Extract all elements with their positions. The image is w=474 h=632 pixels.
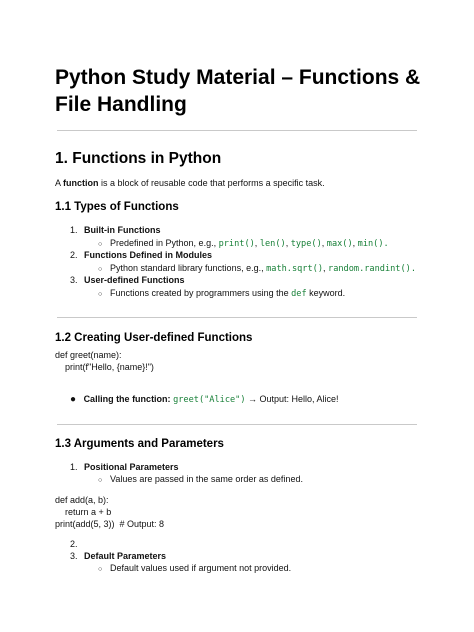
inline-code: min() [357, 239, 384, 249]
list-item [70, 250, 212, 260]
bullet-text: → Output: Hello, Alice! [245, 394, 339, 404]
list-number: 3. [70, 275, 78, 285]
hollow-bullet-icon: ○ [98, 266, 103, 273]
code-line: print(f"Hello, {name}!") [55, 362, 154, 372]
separator: , [254, 238, 260, 248]
hollow-bullet-icon: ○ [98, 566, 103, 573]
list-item-label: Built-in Functions [84, 225, 161, 235]
list-item [70, 539, 84, 549]
inline-code: def [291, 289, 307, 299]
list-subitem [98, 263, 416, 274]
intro-paragraph [55, 178, 325, 188]
separator: , [352, 238, 358, 248]
divider [57, 130, 417, 131]
subitem-text: Python standard library functions, e.g., [110, 263, 267, 273]
divider [57, 424, 417, 425]
list-number: 3. [70, 551, 78, 561]
list-item-label: Positional Parameters [84, 462, 179, 472]
list-subitem [98, 288, 345, 299]
code-line: print(add(5, 3)) # Output: 8 [55, 519, 165, 529]
list-number: 2. [70, 250, 78, 260]
code-line: return a + b [55, 507, 112, 517]
period: . [383, 239, 389, 249]
subitem-text: keyword. [306, 288, 346, 298]
hollow-bullet-icon: ○ [98, 291, 103, 298]
list-item [70, 225, 161, 235]
list-item-label: Default Parameters [84, 551, 167, 561]
page-title: Python Study Material – Functions & File Handling [55, 66, 421, 116]
list-number: 2. [70, 539, 78, 549]
subitem-text: Values are passed in the same order as defined. [110, 474, 303, 484]
list-number: 1. [70, 462, 78, 472]
subitem-text: Predefined in Python, e.g., [110, 238, 219, 248]
inline-code: print() [218, 239, 255, 249]
inline-code: type() [290, 239, 322, 249]
section-heading-functions: 1. Functions in Python [55, 150, 222, 167]
inline-code: len() [259, 239, 286, 249]
separator: , [323, 263, 329, 273]
intro-text-end: is a block of reusable code that performs a specific task. [98, 178, 325, 188]
divider [57, 317, 417, 318]
bullet-icon: ● [70, 394, 77, 405]
list-subitem [98, 563, 291, 573]
intro-text-start: A [55, 178, 64, 188]
bullet-item [70, 394, 339, 405]
subitem-text: Default values used if argument not provided. [110, 563, 292, 573]
inline-code: random.randint() [328, 264, 411, 274]
subheading-creating: 1.2 Creating User-defined Functions [55, 332, 253, 344]
intro-bold-term: function [63, 178, 99, 188]
hollow-bullet-icon: ○ [98, 241, 103, 248]
code-line: def add(a, b): [55, 495, 109, 505]
inline-code: max() [326, 239, 353, 249]
separator: , [321, 238, 327, 248]
list-item-label: Functions Defined in Modules [84, 250, 212, 260]
list-subitem [98, 238, 389, 249]
list-item-label: User-defined Functions [84, 275, 185, 285]
period: . [410, 264, 417, 274]
code-line: def greet(name): [55, 350, 122, 360]
separator: , [285, 238, 291, 248]
inline-code: math.sqrt() [266, 264, 324, 274]
inline-code: greet("Alice") [173, 395, 246, 405]
hollow-bullet-icon: ○ [98, 477, 103, 484]
subheading-arguments: 1.3 Arguments and Parameters [55, 438, 224, 450]
list-number: 1. [70, 225, 78, 235]
bullet-label: Calling the function: [83, 394, 171, 404]
list-item [70, 551, 166, 561]
subitem-text: Functions created by programmers using the [110, 288, 292, 298]
subheading-types: 1.1 Types of Functions [55, 201, 179, 213]
list-item [70, 462, 179, 472]
list-item [70, 275, 185, 285]
list-subitem [98, 474, 303, 484]
